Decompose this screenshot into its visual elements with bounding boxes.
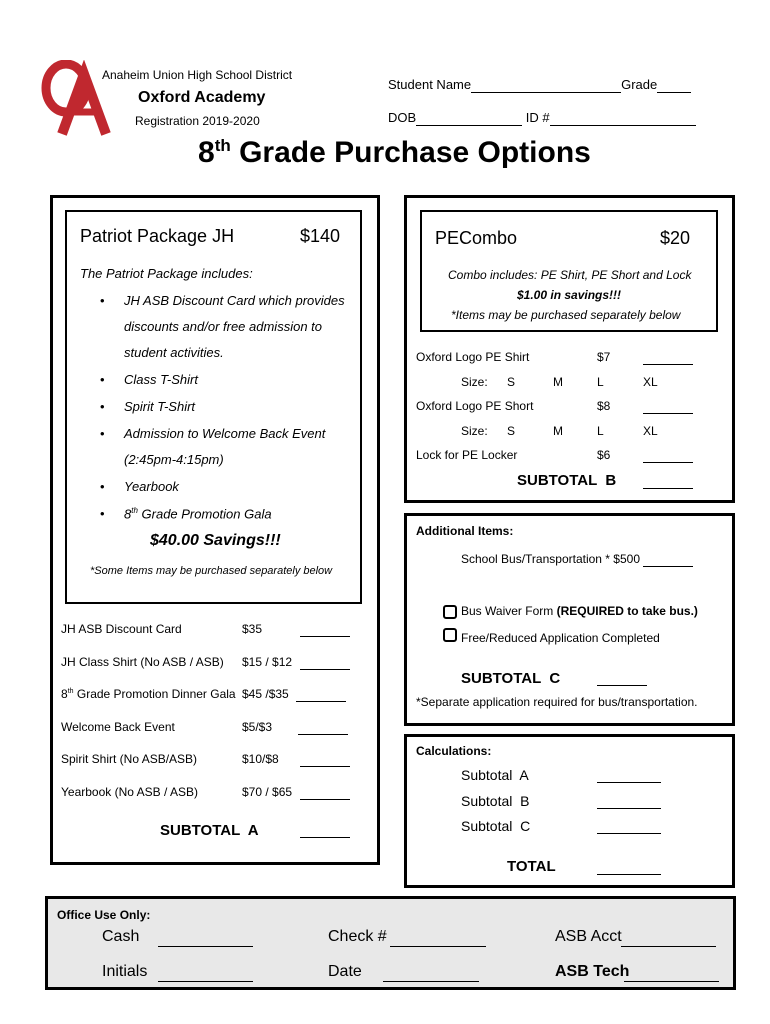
pe-lock-price: $6 (597, 448, 611, 462)
bullet: • (100, 506, 105, 521)
patriot-package-name: Patriot Package JH (80, 226, 235, 246)
student-name-row (388, 77, 691, 93)
item-name: Welcome Back Event (61, 720, 175, 734)
pe-combo-note: *Items may be purchased separately below (451, 308, 681, 322)
subtotal-b-label: SUBTOTAL B (517, 472, 617, 489)
pe-lock-name: Lock for PE Locker (416, 448, 518, 462)
item-blank[interactable] (296, 687, 346, 702)
item-blank[interactable] (300, 655, 350, 670)
total-label: TOTAL (507, 858, 556, 875)
item-price: $35 (242, 622, 263, 636)
calc-subtotal-c: Subtotal C (461, 818, 531, 834)
bus-application-note: *Separate application required for bus/transportation. (416, 695, 698, 709)
page-title: 8th Grade Purchase Options (198, 136, 591, 169)
dob-id-row (388, 110, 696, 126)
patriot-item: Spirit T-Shirt (124, 399, 196, 414)
free-reduced-checkbox[interactable] (443, 628, 457, 642)
size-option-l[interactable]: L (597, 375, 604, 389)
item-price: $70 / $65 (242, 785, 293, 799)
subtotal-a-field[interactable] (300, 823, 350, 838)
pe-short-price: $8 (597, 399, 611, 413)
school-name: Oxford Academy (138, 89, 266, 106)
grade-label: Grade (621, 77, 658, 92)
patriot-item: student activities. (124, 345, 224, 360)
student-name-field[interactable] (471, 77, 621, 93)
item-price: $5/$3 (242, 720, 273, 734)
bullet: • (100, 399, 105, 414)
pe-shirt-name: Oxford Logo PE Shirt (416, 350, 530, 364)
pe-combo-includes: Combo includes: PE Shirt, PE Short and Lock (448, 268, 692, 282)
size-option-m[interactable]: M (553, 375, 563, 389)
item-name: JH Class Shirt (No ASB / ASB) (61, 655, 224, 669)
item-name: 8th Grade Promotion Dinner Gala (61, 687, 236, 701)
calculations-heading: Calculations: (416, 744, 492, 758)
calc-subtotal-b-field[interactable] (597, 793, 661, 809)
school-bus-blank[interactable] (643, 552, 693, 567)
district-name: Anaheim Union High School District (102, 68, 293, 82)
pe-shirt-blank[interactable] (643, 350, 693, 365)
asb-acct-label: ASB Acct (555, 928, 622, 945)
pe-lock-blank[interactable] (643, 448, 693, 463)
size-option-s[interactable]: S (507, 424, 516, 438)
patriot-item: Admission to Welcome Back Event (124, 426, 326, 441)
asb-acct-field[interactable] (621, 930, 716, 947)
asb-tech-field[interactable] (624, 965, 719, 982)
bullet: • (100, 293, 105, 308)
pe-short-blank[interactable] (643, 399, 693, 414)
pe-combo-savings: $1.00 in savings!!! (517, 288, 622, 302)
additional-items-heading: Additional Items: (416, 524, 514, 538)
size-option-s[interactable]: S (507, 375, 516, 389)
bus-waiver-label: Bus Waiver Form (REQUIRED to take bus.) (461, 604, 698, 618)
calc-subtotal-b: Subtotal B (461, 793, 530, 809)
date-field[interactable] (383, 965, 479, 982)
dob-label: DOB (388, 110, 417, 125)
bullet: • (100, 426, 105, 441)
subtotal-b-field[interactable] (643, 474, 693, 489)
bus-waiver-checkbox[interactable] (443, 605, 457, 619)
bullet: • (100, 372, 105, 387)
size-label: Size: (461, 424, 488, 438)
calc-subtotal-a-field[interactable] (597, 767, 661, 783)
subtotal-c-label: SUBTOTAL C (461, 670, 561, 687)
item-blank[interactable] (298, 720, 348, 735)
patriot-package-price: $140 (300, 226, 341, 246)
date-label: Date (328, 963, 362, 980)
cash-label: Cash (102, 928, 140, 945)
item-blank[interactable] (300, 785, 350, 800)
check-label: Check # (328, 928, 387, 945)
subtotal-a-label: SUBTOTAL A (160, 822, 259, 839)
initials-label: Initials (102, 963, 148, 980)
patriot-item-gala: 8th Grade Promotion Gala (124, 506, 272, 522)
item-blank[interactable] (300, 622, 350, 637)
office-use-heading: Office Use Only: (57, 908, 151, 922)
item-blank[interactable] (300, 752, 350, 767)
bullet: • (100, 479, 105, 494)
id-label: ID # (525, 110, 550, 125)
size-option-xl[interactable]: XL (643, 424, 658, 438)
patriot-item: Class T-Shirt (124, 372, 198, 387)
pe-combo-price: $20 (660, 228, 691, 248)
school-bus-item: School Bus/Transportation * $500 (461, 552, 640, 566)
pe-shirt-price: $7 (597, 350, 611, 364)
item-name: Yearbook (No ASB / ASB) (61, 785, 198, 799)
dob-field[interactable] (416, 110, 522, 126)
pe-combo-name: PECombo (435, 228, 518, 248)
patriot-item: JH ASB Discount Card which provides (124, 293, 345, 308)
pe-short-name: Oxford Logo PE Short (416, 399, 534, 413)
patriot-note: *Some Items may be purchased separately below (90, 565, 333, 577)
patriot-savings: $40.00 Savings!!! (150, 532, 281, 549)
item-price: $10/$8 (242, 752, 279, 766)
item-name: Spirit Shirt (No ASB/ASB) (61, 752, 198, 766)
free-reduced-label: Free/Reduced Application Completed (461, 631, 660, 645)
cash-field[interactable] (158, 930, 253, 947)
patriot-intro: The Patriot Package includes: (80, 266, 253, 281)
size-option-m[interactable]: M (553, 424, 563, 438)
initials-field[interactable] (158, 965, 253, 982)
registration-year: Registration 2019-2020 (135, 114, 260, 128)
grade-field[interactable] (657, 77, 691, 93)
asb-tech-label: ASB Tech (555, 963, 630, 980)
id-field[interactable] (550, 110, 696, 126)
size-label: Size: (461, 375, 488, 389)
patriot-item: discounts and/or free admission to (124, 319, 322, 334)
total-field[interactable] (597, 859, 661, 875)
item-name: JH ASB Discount Card (61, 622, 182, 636)
student-name-label: Student Name (388, 77, 472, 92)
item-price: $45 /$35 (242, 687, 289, 701)
calc-subtotal-a: Subtotal A (461, 767, 529, 783)
check-field[interactable] (390, 930, 486, 947)
patriot-item: (2:45pm-4:15pm) (124, 452, 224, 467)
subtotal-c-field[interactable] (597, 671, 647, 686)
item-price: $15 / $12 (242, 655, 293, 669)
size-option-l[interactable]: L (597, 424, 604, 438)
calc-subtotal-c-field[interactable] (597, 818, 661, 834)
patriot-item: Yearbook (124, 479, 179, 494)
size-option-xl[interactable]: XL (643, 375, 658, 389)
